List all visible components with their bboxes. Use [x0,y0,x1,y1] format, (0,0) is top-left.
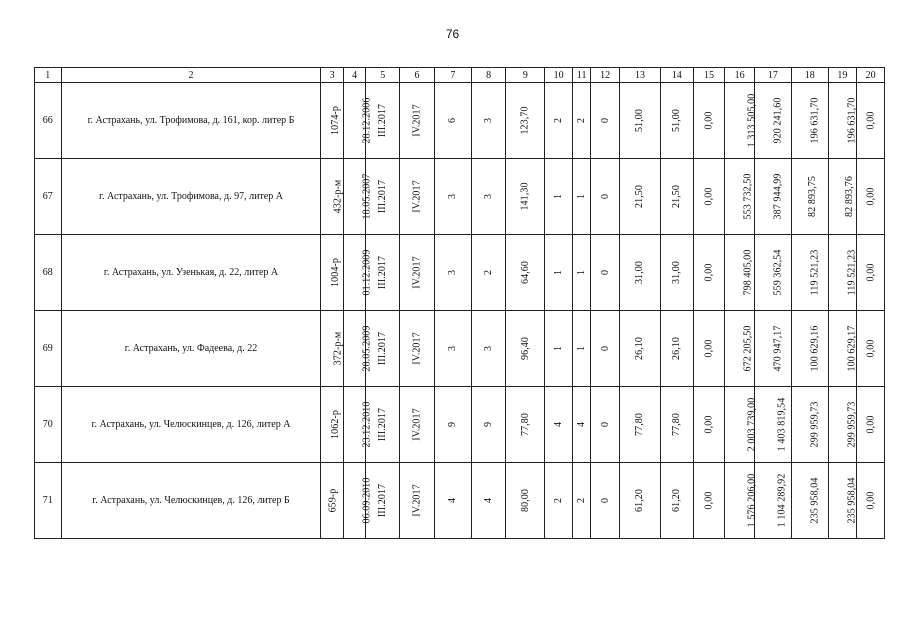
cell-value: III.2017 [377,483,389,518]
cell-value: 28.12.2006 [361,97,373,144]
row-number-cell: 71 [35,463,62,539]
cell-value: 21,50 [671,185,683,208]
cell-value: IV.2017 [411,484,423,517]
cell-value: 51,00 [634,109,646,132]
regional-cost-cell [791,463,828,539]
order-number-cell [321,311,344,387]
cell-value: 96,40 [519,337,531,360]
cell-value: 0 [599,497,611,504]
header-cell: 7 [434,68,471,83]
order-number-cell [321,83,344,159]
order-date-cell [343,159,373,235]
other-cost-cell [857,159,885,235]
apartments-cell [545,83,573,159]
cell-value: 3 [483,117,495,124]
cell-value: III.2017 [377,407,389,442]
municipal-cost-cell [828,235,857,311]
header-cell: 15 [693,68,725,83]
cell-value: 0,00 [865,187,877,206]
area-cell [506,387,545,463]
cell-value: 51,00 [671,109,683,132]
header-cell: 18 [791,68,828,83]
zero-cell [591,311,620,387]
cell-value: IV.2017 [411,332,423,365]
cell-value: 3 [447,269,459,276]
residents-resettled-cell [471,235,506,311]
zero-cell [591,83,620,159]
residents-cell [434,463,471,539]
cell-value: 4 [553,421,565,428]
fund-cost-cell [754,159,791,235]
cell-value: 0 [599,421,611,428]
residents-resettled-cell [471,159,506,235]
area-total-cell [660,159,693,235]
total-cost-cell [725,159,755,235]
row-number-cell: 70 [35,387,62,463]
cell-value: 920 241,60 [772,97,784,144]
cell-value: 28.05.2009 [361,325,373,372]
cell-value: 2 [576,117,588,124]
row-number-cell: 68 [35,235,62,311]
header-cell: 14 [660,68,693,83]
end-period-cell [400,235,435,311]
cell-value: 0,00 [703,339,715,358]
area-cell [506,311,545,387]
area-remaining-cell [693,387,725,463]
total-cost-cell [725,235,755,311]
cell-value: 3 [483,345,495,352]
cell-value: 0,00 [703,491,715,510]
cell-value: 77,80 [634,413,646,436]
cell-value: 553 732,50 [742,173,754,220]
fund-cost-cell [754,235,791,311]
residents-cell [434,387,471,463]
cell-value: IV.2017 [411,408,423,441]
cell-value: 1004-р [330,258,342,287]
cell-value: 0,00 [865,491,877,510]
apartments-cell [545,235,573,311]
row-number-cell: 66 [35,83,62,159]
end-period-cell [400,311,435,387]
register-table [34,67,885,539]
table-row [35,159,885,235]
cell-value: 3 [447,193,459,200]
cell-value: 1 403 819,54 [776,397,788,452]
area-total-cell [660,311,693,387]
cell-value: 06.09.2010 [361,477,373,524]
cell-value: 0 [599,345,611,352]
address-cell: г. Астрахань, ул. Трофимова, д. 97, литер А [61,159,321,235]
regional-cost-cell [791,159,828,235]
area-remaining-cell [693,463,725,539]
cell-value: 26,10 [671,337,683,360]
area-total-cell [660,387,693,463]
cell-value: III.2017 [377,331,389,366]
area-resettled-cell [619,463,660,539]
area-remaining-cell [693,311,725,387]
address-cell: г. Астрахань, ул. Челюскинцев, д. 126, литер Б [61,463,321,539]
zero-cell [591,159,620,235]
cell-value: III.2017 [377,255,389,290]
other-cost-cell [857,463,885,539]
cell-value: 1 104 289,92 [776,473,788,528]
cell-value: 0 [599,269,611,276]
cell-value: IV.2017 [411,104,423,137]
cell-value: 1 576 206,00 [746,473,758,528]
cell-value: 1 313 505,00 [746,93,758,148]
area-resettled-cell [619,159,660,235]
order-date-cell [343,463,373,539]
municipal-cost-cell [828,463,857,539]
fund-cost-cell [754,387,791,463]
apartments-resettled-cell [572,463,590,539]
row-number-cell: 67 [35,159,62,235]
cell-value: 23.12.2010 [361,401,373,448]
cell-value: 64,60 [519,261,531,284]
address-cell: г. Астрахань, ул. Узенькая, д. 22, литер А [61,235,321,311]
regional-cost-cell [791,311,828,387]
header-cell: 12 [591,68,620,83]
residents-cell [434,159,471,235]
cell-value: 9 [483,421,495,428]
residents-resettled-cell [471,463,506,539]
table-row [35,235,885,311]
cell-value: 82 893,75 [806,176,818,217]
end-period-cell [400,463,435,539]
cell-value: 61,20 [671,489,683,512]
cell-value: 559 362,54 [772,249,784,296]
cell-value: 299 959,73 [809,401,821,448]
area-total-cell [660,83,693,159]
cell-value: 299 959,73 [846,401,858,448]
residents-cell [434,311,471,387]
municipal-cost-cell [828,387,857,463]
header-cell: 10 [545,68,573,83]
cell-value: 3 [447,345,459,352]
other-cost-cell [857,311,885,387]
residents-resettled-cell [471,387,506,463]
residents-resettled-cell [471,83,506,159]
cell-value: 0,00 [865,339,877,358]
cell-value: 0,00 [865,415,877,434]
cell-value: 18.05.2007 [361,173,373,220]
area-cell [506,159,545,235]
area-cell [506,83,545,159]
cell-value: 2 [553,497,565,504]
zero-cell [591,235,620,311]
cell-value: 1 [576,193,588,200]
cell-value: 119 521,23 [809,249,821,296]
order-number-cell [321,235,344,311]
header-cell: 11 [572,68,590,83]
area-resettled-cell [619,235,660,311]
municipal-cost-cell [828,311,857,387]
total-cost-cell [725,463,758,539]
apartments-resettled-cell [572,311,590,387]
regional-cost-cell [791,83,828,159]
cell-value: 659-р [327,488,339,513]
order-date-cell [343,387,373,463]
zero-cell [591,463,620,539]
header-cell: 3 [321,68,344,83]
address-cell: г. Астрахань, ул. Фадеева, д. 22 [61,311,321,387]
total-cost-cell [725,311,755,387]
area-total-cell [660,463,693,539]
order-date-cell [343,83,373,159]
cell-value: 0,00 [703,187,715,206]
apartments-resettled-cell [572,83,590,159]
cell-value: 0,00 [703,111,715,130]
apartments-cell [545,159,573,235]
residents-cell [434,235,471,311]
header-cell: 5 [366,68,400,83]
cell-value: IV.2017 [411,256,423,289]
order-number-cell [321,159,344,235]
cell-value: 1 [576,345,588,352]
area-resettled-cell [619,83,660,159]
cell-value: 21,50 [634,185,646,208]
other-cost-cell [857,235,885,311]
cell-value: 61,20 [634,489,646,512]
order-number-cell [321,463,344,539]
table-row [35,463,885,539]
cell-value: 6 [447,117,459,124]
address-cell: г. Астрахань, ул. Трофимова, д. 161, кор. литер Б [61,83,321,159]
cell-value: 798 405,00 [742,249,754,296]
apartments-resettled-cell [572,387,590,463]
cell-value: 2 [576,497,588,504]
header-cell: 1 [35,68,62,83]
table-row [35,83,885,159]
fund-cost-cell [754,83,791,159]
fund-cost-cell [754,463,791,539]
header-cell: 17 [754,68,791,83]
cell-value: 0 [599,193,611,200]
area-resettled-cell [619,311,660,387]
cell-value: 77,80 [519,413,531,436]
cell-value: 31,00 [671,261,683,284]
apartments-cell [545,311,573,387]
order-number-cell [321,387,344,463]
cell-value: 1062-р [330,410,342,439]
municipal-cost-cell [828,83,857,159]
end-period-cell [400,159,435,235]
cell-value: 119 521,23 [845,249,857,296]
apartments-resettled-cell [572,159,590,235]
cell-value: 100 629,16 [809,325,821,372]
cell-value: 1 [553,269,565,276]
area-remaining-cell [693,83,725,159]
cell-value: 4 [447,497,459,504]
cell-value: III.2017 [377,179,389,214]
cell-value: 01.12.2009 [361,249,373,296]
other-cost-cell [857,387,885,463]
cell-value: 141,30 [519,182,531,211]
end-period-cell [400,83,435,159]
regional-cost-cell [791,387,828,463]
residents-cell [434,83,471,159]
end-period-cell [400,387,435,463]
cell-value: 0,00 [703,415,715,434]
header-cell: 2 [61,68,321,83]
header-cell: 13 [619,68,660,83]
cell-value: 4 [576,421,588,428]
total-cost-cell [725,387,758,463]
cell-value: 1 [576,269,588,276]
cell-value: 2 [553,117,565,124]
cell-value: 1 [553,345,565,352]
table-row [35,387,885,463]
cell-value: 100 629,17 [846,325,858,372]
cell-value: 1 [553,193,565,200]
apartments-resettled-cell [572,235,590,311]
cell-value: 0,00 [865,263,877,282]
cell-value: 4 [483,497,495,504]
cell-value: III.2017 [377,103,389,138]
area-cell [506,463,545,539]
cell-value: 123,70 [519,106,531,135]
header-cell: 20 [857,68,885,83]
address-cell: г. Астрахань, ул. Челюскинцев, д. 126, литер А [61,387,321,463]
cell-value: 0,00 [865,111,877,130]
header-cell: 6 [400,68,435,83]
municipal-cost-cell [828,159,857,235]
cell-value: 77,80 [671,413,683,436]
order-date-cell [343,235,373,311]
cell-value: 235 958,04 [809,477,821,524]
order-date-cell [343,311,373,387]
area-remaining-cell [693,235,725,311]
header-cell: 16 [725,68,755,83]
apartments-cell [545,387,573,463]
zero-cell [591,387,620,463]
header-cell: 8 [471,68,506,83]
cell-value: 31,00 [634,261,646,284]
cell-value: IV.2017 [411,180,423,213]
cell-value: 0 [599,117,611,124]
cell-value: 387 944,99 [772,173,784,220]
cell-value: 470 947,17 [772,325,784,372]
cell-value: 26,10 [634,337,646,360]
total-cost-cell [725,83,758,159]
area-cell [506,235,545,311]
cell-value: 82 893,76 [843,176,855,217]
cell-value: 1074-р [330,106,342,135]
area-remaining-cell [693,159,725,235]
cell-value: 432-р-м [332,179,344,214]
cell-value: 196 631,70 [846,97,858,144]
regional-cost-cell [791,235,828,311]
residents-resettled-cell [471,311,506,387]
fund-cost-cell [754,311,791,387]
apartments-cell [545,463,573,539]
area-resettled-cell [619,387,660,463]
cell-value: 672 205,50 [742,325,754,372]
cell-value: 80,00 [519,489,531,512]
cell-value: 235 958,04 [846,477,858,524]
cell-value: 2 [483,269,495,276]
row-number-cell: 69 [35,311,62,387]
cell-value: 196 631,70 [809,97,821,144]
table-row [35,311,885,387]
cell-value: 2 003 739,00 [746,397,758,452]
cell-value: 3 [483,193,495,200]
area-total-cell [660,235,693,311]
header-cell: 9 [506,68,545,83]
cell-value: 0,00 [703,263,715,282]
cell-value: 372-р-м [332,331,344,366]
page-number: 76 [445,27,460,41]
other-cost-cell [857,83,885,159]
header-cell: 4 [343,68,366,83]
header-cell: 19 [828,68,857,83]
cell-value: 9 [447,421,459,428]
column-number-header [35,68,885,83]
